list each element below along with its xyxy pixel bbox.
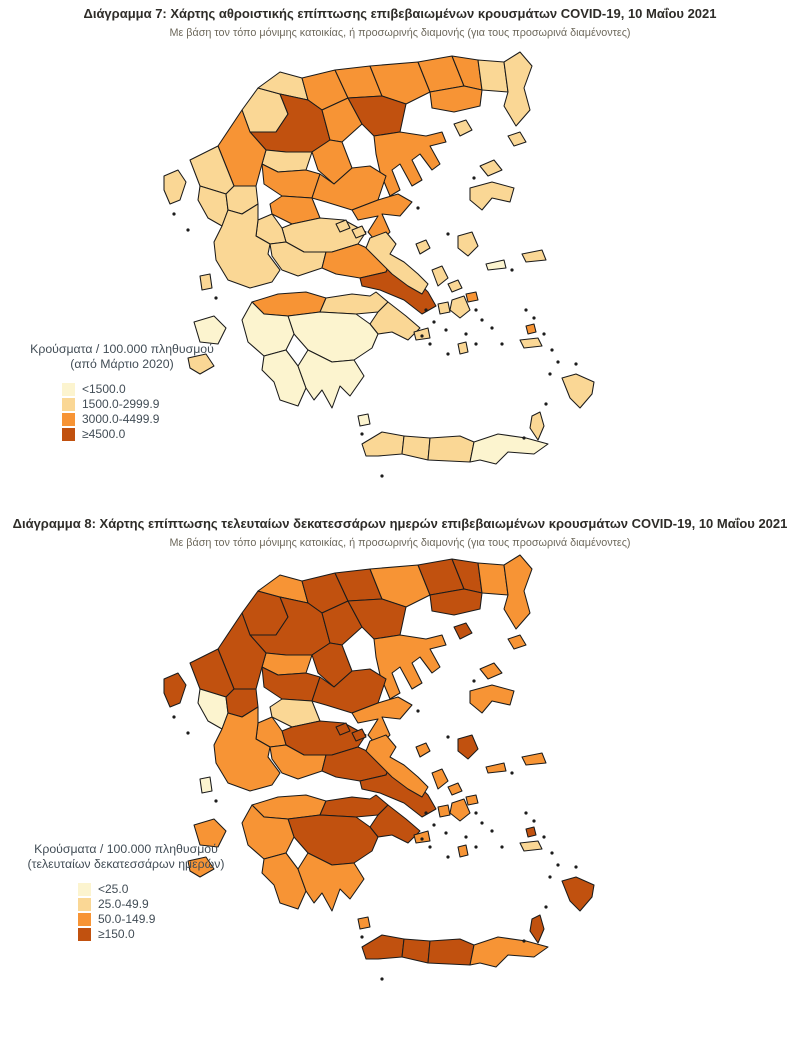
islet-dot (444, 831, 447, 834)
legend-title (0, 842, 252, 873)
islet-dot (500, 342, 503, 345)
region-paros (438, 805, 450, 817)
islet-dot (544, 402, 547, 405)
region-chalkidiki (374, 635, 446, 699)
region-thasos (454, 120, 472, 136)
region-santorini (458, 845, 468, 857)
legend-swatch (78, 928, 91, 941)
islet-dot (420, 334, 423, 337)
region-samothrace (508, 635, 526, 649)
islet-dot (428, 845, 431, 848)
region-rhodope (478, 60, 508, 92)
diagram8-subtitle: Με βάση τον τόπο μόνιμης κατοικίας, ή προσωρινής διαμονής (για τους προσωρινά διαμένοντες) (169, 537, 631, 549)
islet-dot (490, 829, 493, 832)
islet-dot (214, 296, 217, 299)
region-arcadia (288, 312, 378, 362)
islet-dot (446, 352, 449, 355)
region-andros (432, 769, 448, 789)
islet-dot (186, 731, 189, 734)
region-limnos (480, 663, 502, 679)
diagram8-title: Διάγραμμα 8: Χάρτης επίπτωσης τελευταίων δεκατεσσάρων ημερών επιβεβαιωμένων κρουσμάτων COVID-19, 10 Μαΐου 2021 (12, 516, 788, 531)
legend-row (6, 382, 238, 397)
islet-dot (574, 362, 577, 365)
region-kythira (358, 414, 370, 426)
region-chania (362, 935, 404, 959)
islet-dot (510, 268, 513, 271)
region-ikaria (486, 763, 506, 773)
region-chios (458, 735, 478, 759)
region-tinos (448, 280, 462, 292)
region-messenia (262, 853, 306, 909)
legend-swatch (62, 383, 75, 396)
region-lefkada (200, 274, 212, 290)
islet-dot (474, 308, 477, 311)
islet-dot (548, 875, 551, 878)
islet-dot (500, 845, 503, 848)
islet-dot (472, 176, 475, 179)
legend-row (6, 397, 238, 412)
legend-title-line2: (από Μάρτιο 2020) (70, 357, 174, 372)
region-corinthia (320, 795, 388, 817)
region-thasos (454, 623, 472, 639)
islet-dot (214, 799, 217, 802)
region-heraklion (428, 436, 474, 462)
islet-dot (444, 328, 447, 331)
region-kos (520, 841, 542, 851)
region-lasithi (470, 937, 548, 967)
diagram7-subtitle: Με βάση τον τόπο μόνιμης κατοικίας, ή προσωρινής διαμονής (για τους προσωρινά διαμένοντες) (169, 27, 631, 39)
islet-dot (532, 819, 535, 822)
legend-swatch (78, 913, 91, 926)
islet-dot (172, 715, 175, 718)
islet-dot (510, 771, 513, 774)
legend-class-label: 3000.0-4499.9 (82, 412, 160, 427)
legend-class-label: ≥4500.0 (82, 427, 126, 442)
region-corinthia (320, 292, 388, 314)
legend-row (6, 427, 238, 442)
region-chalkidiki (374, 132, 446, 196)
region-rethymno (402, 939, 430, 963)
legend-swatch (62, 398, 75, 411)
legend-title-line2: (τελευταίων δεκατεσσάρων ημερών) (27, 857, 225, 872)
region-mykonos (466, 292, 478, 302)
legend-swatch (62, 413, 75, 426)
region-kythira (358, 917, 370, 929)
islet-dot (474, 342, 477, 345)
legend-row (0, 912, 252, 927)
islet-dot (474, 845, 477, 848)
region-lefkada (200, 777, 212, 793)
islet-dot (420, 837, 423, 840)
islet-dot (472, 679, 475, 682)
islet-dot (480, 821, 483, 824)
legend-row (6, 412, 238, 427)
region-kos (520, 338, 542, 348)
islet-dot (464, 835, 467, 838)
region-chios (458, 232, 478, 256)
region-samothrace (508, 132, 526, 146)
islet-dot (524, 811, 527, 814)
islet-dot (556, 863, 559, 866)
region-rethymno (402, 436, 430, 460)
region-andros (432, 266, 448, 286)
region-arcadia (288, 815, 378, 865)
islet-dot (380, 474, 383, 477)
islet-dot (172, 212, 175, 215)
islet-dot (532, 316, 535, 319)
islet-dot (424, 308, 427, 311)
islet-dot (542, 835, 545, 838)
region-kalymnos (526, 324, 536, 334)
legend-rows (6, 382, 238, 442)
islet-dot (522, 436, 525, 439)
islet-dot (446, 232, 449, 235)
region-rhodope (478, 563, 508, 595)
region-limnos (480, 160, 502, 176)
islet-dot (446, 855, 449, 858)
region-ikaria (486, 260, 506, 270)
islet-dot (464, 332, 467, 335)
legend-class-label: ≥150.0 (98, 927, 135, 942)
legend-class-label: <25.0 (98, 882, 129, 897)
region-rhodes (562, 374, 594, 408)
legend-title-line1: Κρούσματα / 100.000 πληθυσμού (30, 342, 214, 356)
legend-swatch (78, 898, 91, 911)
region-evros (504, 52, 532, 126)
region-lasithi (470, 434, 548, 464)
islet-dot (550, 348, 553, 351)
islet-dot (480, 318, 483, 321)
islet-dot (550, 851, 553, 854)
region-kefalonia (194, 316, 226, 344)
region-lesbos (470, 182, 514, 210)
islet-dot (416, 206, 419, 209)
islet-dot (360, 935, 363, 938)
islet-dot (544, 905, 547, 908)
islet-dot (432, 823, 435, 826)
region-corfu (164, 673, 186, 707)
legend-row (0, 882, 252, 897)
region-karpathos (530, 412, 544, 440)
legend-class-label: 25.0-49.9 (98, 897, 149, 912)
region-lesbos (470, 685, 514, 713)
region-samos (522, 753, 546, 765)
islet-dot (380, 977, 383, 980)
legend-title-line1: Κρούσματα / 100.000 πληθυσμού (34, 842, 218, 856)
region-corfu (164, 170, 186, 204)
diagram8-legend (0, 842, 252, 942)
legend-swatch (62, 428, 75, 441)
legend-class-label: <1500.0 (82, 382, 126, 397)
legend-swatch (78, 883, 91, 896)
diagram7-legend (6, 342, 238, 442)
islet-dot (556, 360, 559, 363)
islet-dot (524, 308, 527, 311)
region-heraklion (428, 939, 474, 965)
legend-title (6, 342, 238, 373)
region-paros (438, 302, 450, 314)
region-skyros (416, 240, 430, 254)
islet-dot (474, 811, 477, 814)
islet-dot (446, 735, 449, 738)
legend-row (0, 927, 252, 942)
region-skyros (416, 743, 430, 757)
islet-dot (522, 939, 525, 942)
region-karpathos (530, 915, 544, 943)
region-rhodes (562, 877, 594, 911)
islet-dot (574, 865, 577, 868)
islet-dot (428, 342, 431, 345)
region-evros (504, 555, 532, 629)
region-tinos (448, 783, 462, 795)
region-chania (362, 432, 404, 456)
legend-rows (0, 882, 252, 942)
diagram7-title: Διάγραμμα 7: Χάρτης αθροιστικής επίπτωσης επιβεβαιωμένων κρουσμάτων COVID-19, 10 Μαΐου 2021 (83, 6, 717, 21)
islet-dot (548, 372, 551, 375)
region-kalymnos (526, 827, 536, 837)
islet-dot (542, 332, 545, 335)
region-mykonos (466, 795, 478, 805)
islet-dot (416, 709, 419, 712)
islet-dot (424, 811, 427, 814)
islet-dot (432, 320, 435, 323)
region-santorini (458, 342, 468, 354)
islet-dot (360, 432, 363, 435)
legend-class-label: 1500.0-2999.9 (82, 397, 160, 412)
islet-dot (490, 326, 493, 329)
region-messenia (262, 350, 306, 406)
legend-row (0, 897, 252, 912)
region-samos (522, 250, 546, 262)
legend-class-label: 50.0-149.9 (98, 912, 156, 927)
islet-dot (186, 228, 189, 231)
